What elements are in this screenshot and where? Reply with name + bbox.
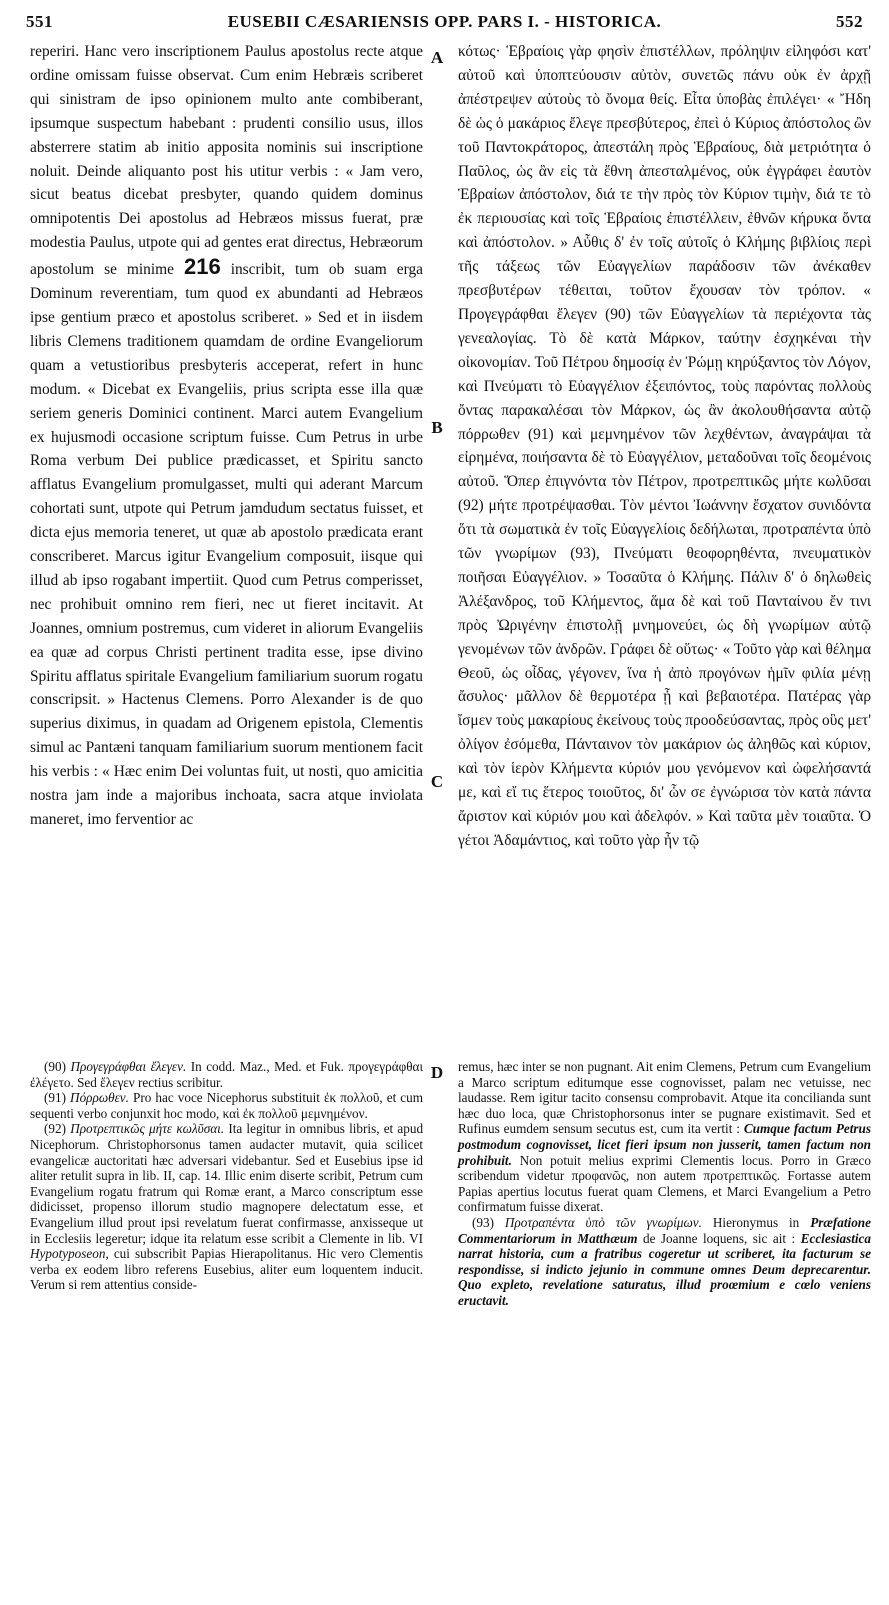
footnote-quote: Ecclesiastica narrat historia, cum a fratribus cogeretur ut scriberet, ita facturum se respondisse, si indicto jejunio in commune omnes Deum deprecarentur. Quo expleto, revelatione saturatus, illud proœmium e cœlo veniens eructavit.	[458, 1230, 871, 1308]
margin-letter-a: A	[430, 48, 444, 67]
latin-text-a: reperiri. Hanc vero inscriptionem Paulus apostolus recte atque ordine omissam fuisse observat. Cum enim Hebræis scriberet qui sinistram de ipso opinionem multo ante combiberant, ipsumque suspectum habebant : prudenti consilio usus, illos absterrere statim ab initio apposita nominis sui inscriptione noluit. Deinde aliquanto post his utitur verbis : « Jam vero, sicut beatus dicebat presbyter, quando quidem dominus omnipotentis Dei apostolus ad Hebræos missus fuerat, præ modestia Paulus, utpote qui ad gentes erat directus, Hebræorum apostolum se minime	[30, 43, 423, 279]
running-title: EUSEBII CÆSARIENSIS OPP. PARS I. - HISTORICA.	[227, 12, 662, 31]
footnote-text: Ita legitur in omnibus libris, et apud Nicephorum. Christophorsonus tamen audacter mutavit, quia scilicet evangelicæ auctoritati hæc adversari videbantur. Sed et Eusebius ipse id aliter retulit supra in lib. II, cap. 14. Illic enim diserte scribit, Petrum cum Evangelium rogatu fratrum qui Romæ erant, a Marco conscriptum esse didicisset, propenso illorum studio magnopere delectatum esse, et Evangelium illud prout ipsi revelatum fuerat confirmasse, anxisseque ut in Ecclesiis legeretur; idque ita relatum esse scribit a Clemente in lib. VI	[30, 1121, 424, 1246]
page-mark: 216	[183, 254, 221, 280]
footnote-text: remus, hæc inter se non pugnant. Ait enim Clemens, Petrum cum Evangelium a Marco scriptum editumque esse cognovisset, palam nec vetuisse, nec laudasse. Rem igitur tacito consensu comprobavit. Atque ita concilianda sunt hæc duo loca, quæ Christophorsonus inter se pugnare existimavit. Sed et Rufinus eumdem sensum secutus est, cum ita vertit :	[458, 1059, 871, 1137]
footnote-number: (90)	[44, 1059, 66, 1074]
footnote-text: In codd. Maz., Med. et Fuk. προγεγράφθαι ἐλέγετο. Sed ἔλεγεν rectius scribitur.	[30, 1059, 424, 1090]
footnote-91	[30, 1090, 423, 1121]
footnotes-right	[458, 1059, 871, 1309]
footnote-93	[458, 1215, 871, 1309]
footnote-italic-title: Præfatione Commentariorum in Matthæum	[458, 1214, 871, 1246]
greek-paragraph: κότως· Ἑβραίοις γὰρ φησὶν ἐπιστέλλων, πρόληψιν εἰληφόσι κατ' αὐτοῦ καὶ ὑποπτεύουσιν αὐτὸν, συνετῶς πάνυ οὐκ ἐν ἀρχῇ ἀπέστρεψεν αὐτοὺς τὸ ὄνομα θείς. Εἶτα ὑποβὰς ἐπιλέγει· « Ἤδη δὲ ὡς ὁ μακάριος ἔλεγε πρεσβύτερος, ἐπεὶ ὁ Κύριος ἀπόστολος ὢν τοῦ Παντοκράτορος, ἀπεστάλη πρὸς Ἑβραίους, διὰ μετριότητα ὁ Παῦλος, ὡς ἂν εἰς τὰ ἔθνη ἀπεσταλμένος, οὐκ ἐγγράφει ἑαυτὸν Ἑβραίων ἀπόστολον, διά τε τὴν πρὸς τὸν Κύριον τιμὴν, διά τε τὸ ἐκ περιουσίας καὶ τοῖς Ἑβραίοις ἐπιστέλλειν, ἐθνῶν κήρυκα ὄντα καὶ ἀπόστολον. » Αὖθις δ' ἐν τοῖς αὐτοῖς ὁ Κλήμης βιβλίοις περὶ τῆς τάξεως τῶν Εὐαγγελίων παράδοσιν τῶν ἀνέκαθεν πρεσβυτέρων τέθειται, τοῦτον ἔχουσαν τὸν τρόπον. « Προγεγράφθαι ἔλεγεν (90) τῶν Εὐαγγελίων τὰ περιέχοντα τὰς γενεαλογίας. Τὸ δὲ κατὰ Μάρκον, ταύτην ἐσχηκέναι τὴν οἰκονομίαν. Τοῦ Πέτρου δημοσίᾳ ἐν Ῥώμῃ κηρύξαντος τὸν Λόγον, καὶ Πνεύματι τὸ Εὐαγγέλιον ἐξειπόντος, τοὺς παρόντας πολλοὺς ὄντας παρακαλέσαι τὸν Μάρκον, ὡς ἂν ἀκολουθήσαντα αὐτῷ πόρρωθεν (91) καὶ μεμνημένον τῶν λεχθέντων, ἀναγράψαι τὰ εἰρημένα, ποιήσαντα δὲ τὸ Εὐαγγέλιον, μεταδοῦναι τοῖς δεομένοις αὐτοῦ. Ὅπερ ἐπιγνόντα τὸν Πέτρον, προτρεπτικῶς μήτε κωλῦσαι (92) μήτε προτρέψασθαι. Τὸν μέντοι Ἰωάννην ἔσχατον συνιδόντα ὅτι τὰ σωματικὰ ἐν τοῖς Εὐαγγελίοις δεδήλωται, προτραπέντα ὑπὸ τῶν γνωρίμων (93), Πνεύματι θεοφορηθέντα, πνευματικὸν ποιῆσαι Εὐαγγέλιον. » Τοσαῦτα ὁ Κλήμης. Πάλιν δ' ὁ δηλωθεὶς Ἀλέξανδρος, τοῦ Κλήμεντος, ἅμα δὲ καὶ τοῦ Πανταίνου ἔν τινι πρὸς Ὠριγένην ἐπιστολῇ μνημονεύει, ὡς δὴ γνωρίμων αὐτῷ γενομένων τῶν ἀνδρῶν. Γράφει δὲ οὕτως· « Τοῦτο γὰρ καὶ θέλημα Θεοῦ, ὡς οἶδας, γέγονεν, ἵνα ἡ ἀπὸ προγόνων ἡμῖν φιλία μένῃ ἄσυλος· μᾶλλον δὲ θερμοτέρα ᾖ καὶ βεβαιοτέρα. Πατέρας γὰρ ἴσμεν τοὺς μακαρίους ἐκείνους τοὺς προοδεύσαντας, πρὸς οὓς μετ' ὀλίγον ἐσόμεθα, Πάνταινον τὸν μακάριον ὡς ἀληθῶς καὶ κύριον, καὶ τὸν ἱερὸν Κλήμεντα κύριόν μου γενόμενον καὶ ὠφελήσαντά με, καὶ εἴ τις ἕτερος τοιοῦτος, δι' ὧν σε ἐγνώρισα τὸν κατὰ πάντα ἄριστον καὶ κύριόν μου καὶ ἀδελφόν. » Καὶ ταῦτα μὲν τοιαῦτα. Ὁ γέτοι Ἀδαμάντιος, καὶ τοῦτο γὰρ ἦν τῷ	[458, 43, 871, 849]
page-number-left: 551	[26, 12, 53, 31]
footnote-quote: Cumque factum Petrus postmodum cognovisset, licet fieri ipsum non jusserit, tamen factum non prohibuit.	[458, 1121, 872, 1168]
footnote-number: (91)	[44, 1090, 66, 1106]
footnote-lemma: Προτρεπτικῶς μήτε κωλῦσαι.	[70, 1121, 225, 1137]
footnotes-left	[30, 1059, 423, 1293]
page-number-right: 552	[836, 12, 863, 31]
greek-main-column	[458, 40, 871, 853]
footnote-number: (92)	[44, 1121, 66, 1137]
latin-main-column	[30, 40, 423, 832]
footnote-text-cont: cui subscribit Papias Hierapolitanus. Hic vero Clementis verba ex eodem libro referens Eusebius, aliter eum loquentem inducit. Verum si rem attentius conside-	[30, 1246, 423, 1293]
footnote-text-cont: de Joanne loquens, sic ait :	[642, 1230, 796, 1246]
latin-text-b: inscribit, tum ob suam erga Dominum reverentiam, tum quod ex abundanti ad Hebræos ipse gentium præco et apostolus scriberet. » Sed et in iisdem libris Clemens traditionem quamdam de ordine Evangeliorum quam a vetustioribus presbyteris acceperat, refert in hunc modum. « Dicebat ex Evangeliis, prius scripta esse illa quæ seriem generis Dominici continent. Marci autem Evangelium ex hujusmodi occasione scriptum fuisse. Cum Petrus in urbe Roma verbum Dei publice prædicasset, et Spiritu sancto afflatus Evangelium promulgasset, multi qui aderant Marcum cohortati sunt, utpote qui Petrum jamdudum sectatus fuisset, et dicta ejus memoria teneret, ut quæ ab apostolo prædicata erant conscriberet. Marcus igitur Evangelium composuit, iisque qui illud ab ipso rogabant impertiit. Quod cum Petrus comperisset, nec prohibuit omnino rem fieri, nec ut fieret incitavit. At Joannes, omnium postremus, cum videret in aliorum Evangeliis ea quæ ad corpus Christi pertinent tradita esse, ipse divino Spiritu afflatus spiritale Evangelium familiarium suorum rogatu conscripsit. » Hactenus Clemens. Porro Alexander is de quo superius diximus, in quadam ad Origenem epistola, Clementis simul ac Pantæni tanquam familiarium suorum mentionem facit his verbis : « Hæc enim Dei voluntas fuit, ut nosti, quo amicitia nostra jam inde a majoribus inchoata, sacra atque inviolata maneret, imo ferventior ac	[30, 261, 423, 828]
footnote-number: (93)	[472, 1214, 494, 1230]
footnote-92	[30, 1121, 423, 1293]
margin-letter-d: D	[430, 1063, 444, 1082]
footnote-text-cont: Non potuit melius exprimi Clementis locus. Porro in Græco scribendum videtur προφανῶς, non autem προτρεπτικῶς. Fortasse autem Papias apertius locutus fuerat quam Clemens, et Marci Evangelium a Petro confirmatum fuisse dixerat.	[458, 1152, 872, 1215]
margin-letter-b: B	[431, 418, 443, 437]
footnote-text: Hieronymus in	[712, 1214, 800, 1230]
footnote-lemma: Πόρρωθεν.	[70, 1090, 129, 1106]
footnote-92-cont	[458, 1059, 871, 1215]
footnote-lemma: Προτραπέντα ὑπὸ τῶν γνωρίμων.	[504, 1214, 702, 1230]
footnote-italic-title: Hypotyposeon,	[30, 1246, 109, 1262]
running-header	[26, 12, 863, 38]
footnote-text: Pro hac voce Nicephorus substituit ἐκ πολλοῦ, et cum sequenti verbo conjunxit hoc modo, καὶ ἐκ πολλοῦ μεμνημένον.	[30, 1090, 424, 1121]
footnote-lemma: Προγεγράφθαι ἔλεγεν.	[70, 1059, 187, 1074]
margin-letter-c: C	[430, 772, 444, 791]
latin-paragraph	[30, 40, 423, 832]
footnote-90	[30, 1059, 423, 1090]
